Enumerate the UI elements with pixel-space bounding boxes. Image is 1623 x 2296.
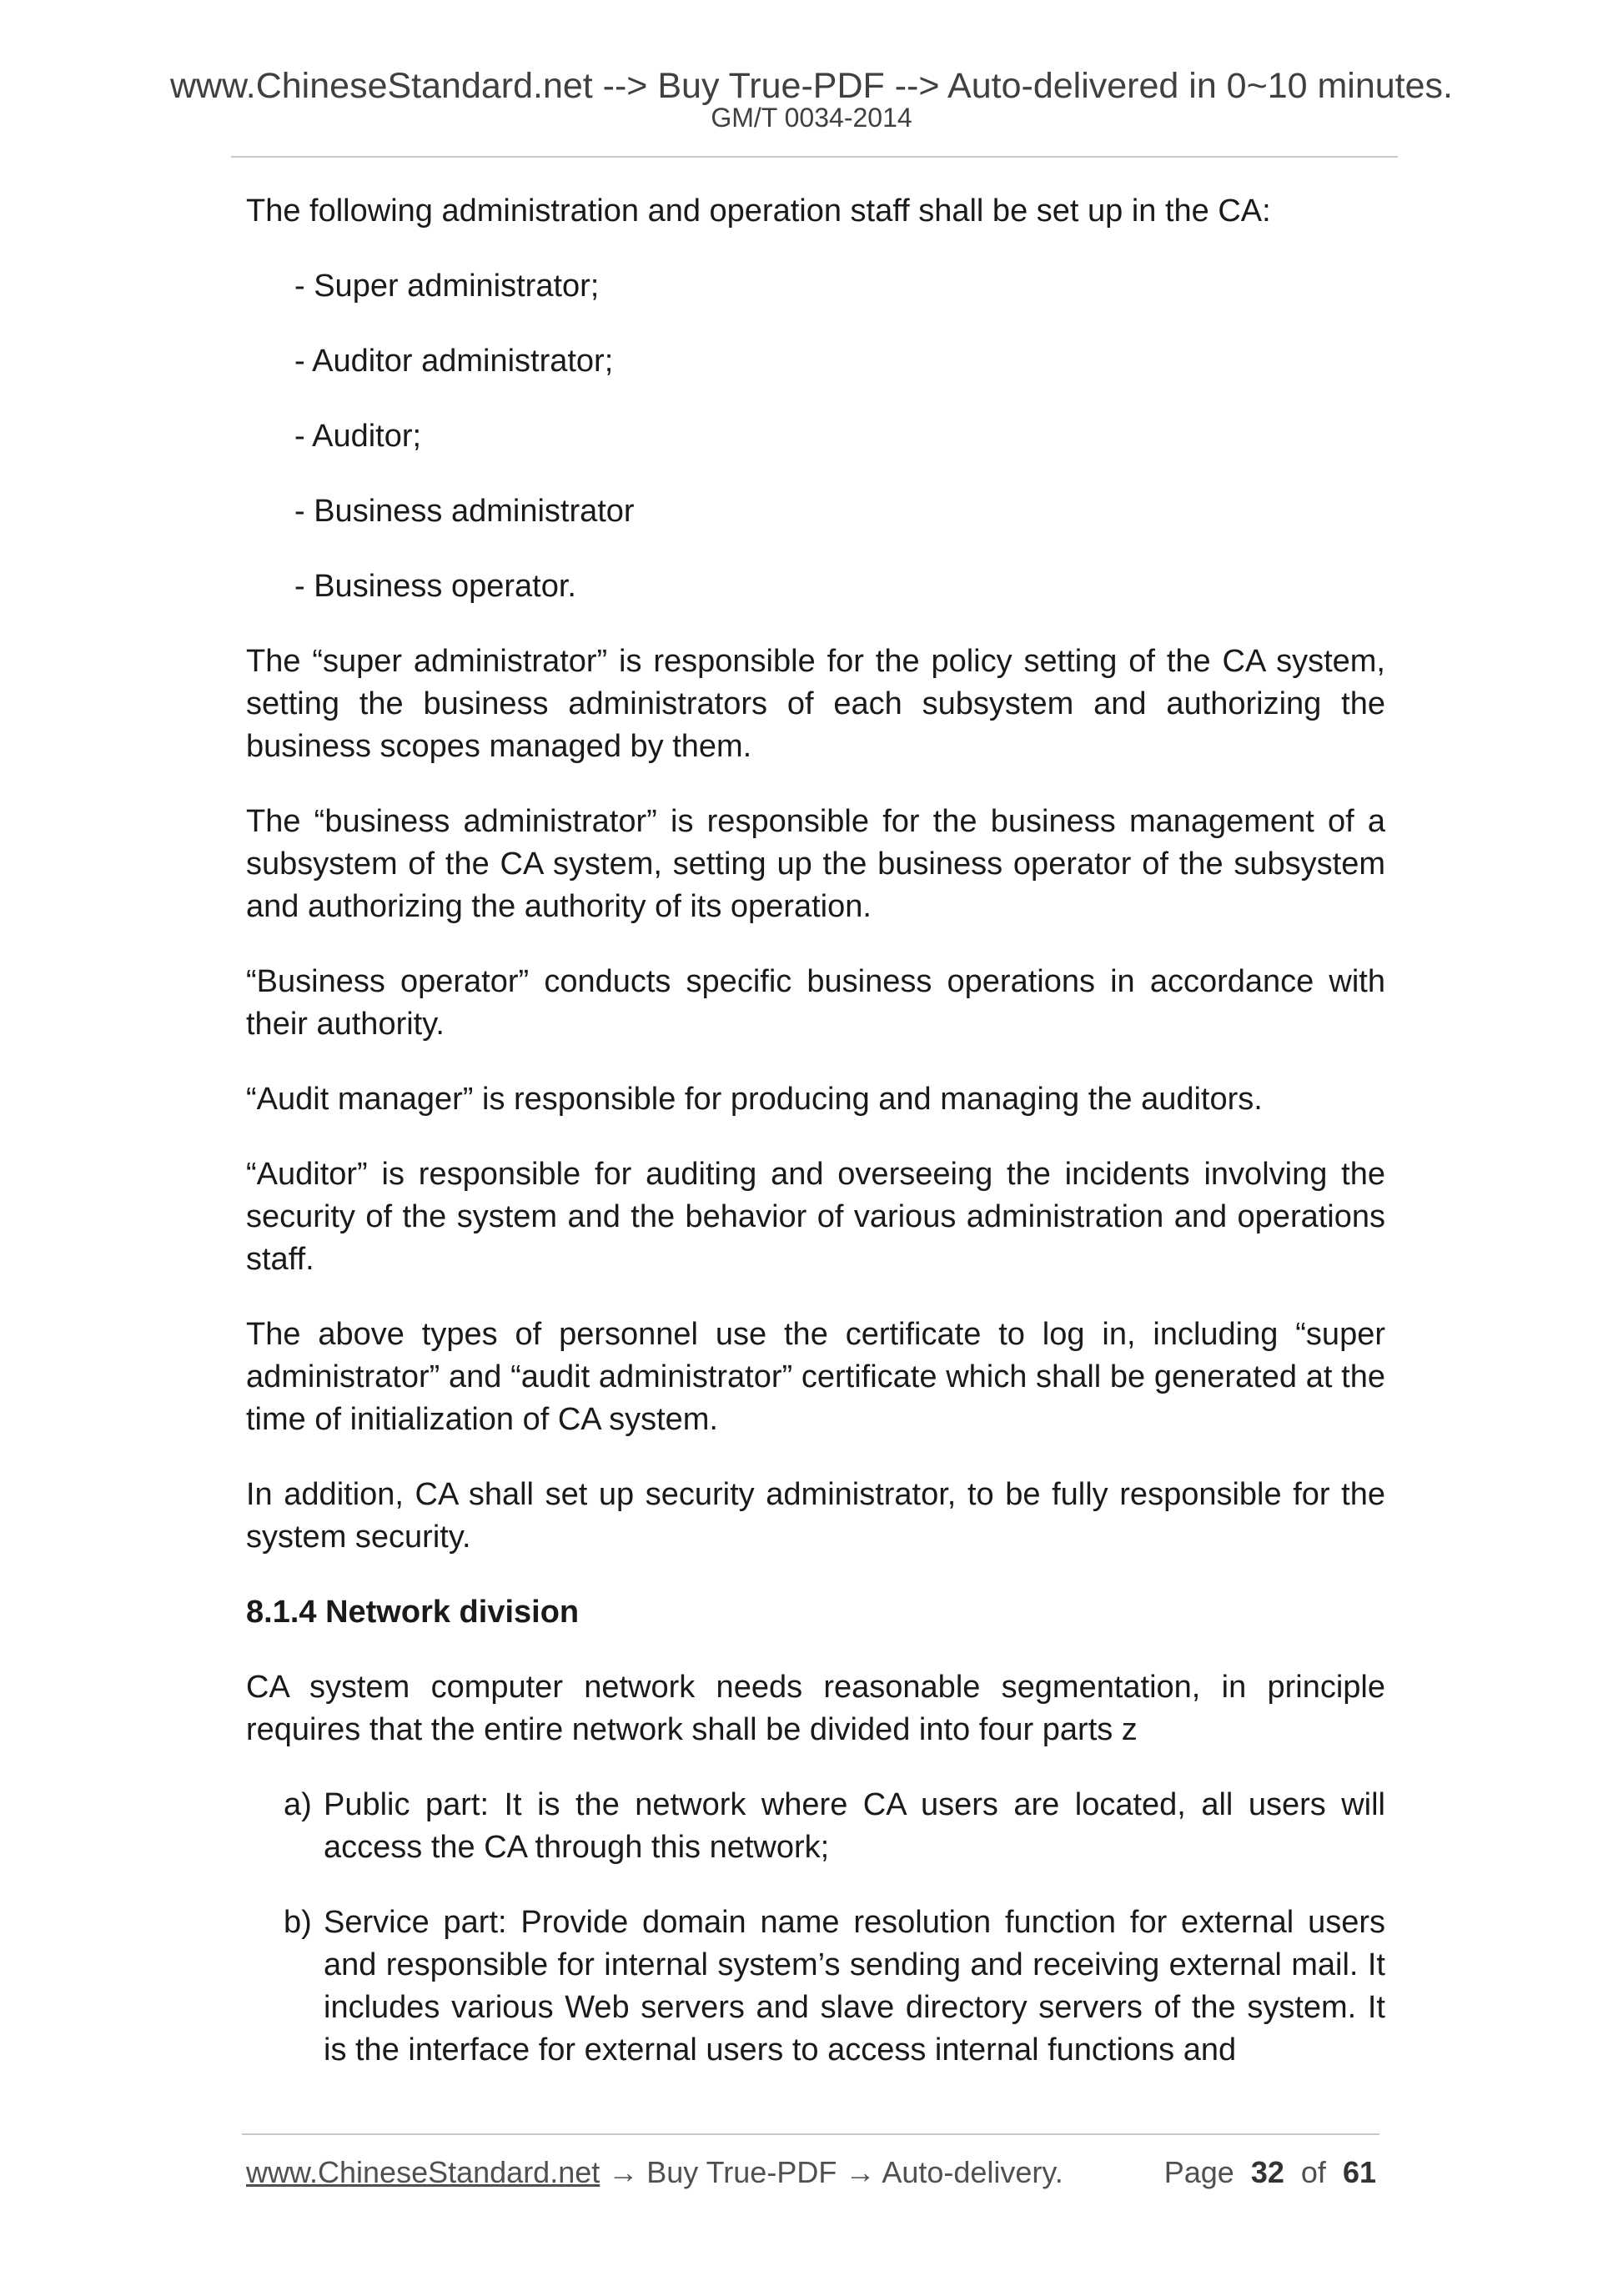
network-division-intro: CA system computer network needs reasonable segmentation, in principle requires that the entire network shall be divided into four parts z (246, 1670, 1385, 1747)
auditor-paragraph: “Auditor” is responsible for auditing and overseeing the incidents involving the security of the system and the behavior of various administration and operations staff. (246, 1157, 1385, 1277)
role-list-item: - Business administrator (294, 494, 635, 529)
standard-number: GM/T 0034-2014 (711, 103, 912, 133)
network-part-item (284, 1902, 1385, 2072)
footer-site-link[interactable]: www.ChineseStandard.net (246, 2155, 600, 2189)
item-label: a) (284, 1787, 312, 1822)
header-divider (231, 156, 1398, 158)
page-word: Page (1163, 2155, 1234, 2189)
role-list-item: - Business operator. (294, 569, 576, 604)
intro-paragraph: The following administration and operation staff shall be set up in the CA: (246, 193, 1271, 229)
of-word: of (1300, 2155, 1326, 2189)
item-text: Service part: Provide domain name resolution function for external users and responsible for internal system’s sending and receiving external mail. It includes various Web servers and slave directory servers of the system. It is the interface for external users to access internal functions and (324, 1905, 1385, 2067)
business-administrator-paragraph: The “business administrator” is responsible for the business management of a subsystem of the CA system, setting up the business operator of the subsystem and authorizing the authority of its operation. (246, 804, 1385, 924)
security-administrator-paragraph: In addition, CA shall set up security administrator, to be fully responsible for the system security. (246, 1477, 1385, 1555)
section-heading: 8.1.4 Network division (246, 1595, 580, 1630)
footer-tail-text: → Buy True-PDF → Auto-delivery. (600, 2155, 1063, 2189)
business-operator-paragraph: “Business operator” conducts specific business operations in accordance with their authority. (246, 964, 1385, 1042)
item-text: Public part: It is the network where CA users are located, all users will access the CA through this network; (324, 1787, 1385, 1865)
item-label: b) (284, 1905, 312, 1940)
total-page-count: 61 (1342, 2155, 1376, 2189)
role-list-item: - Auditor administrator; (294, 344, 614, 379)
footer-promo (246, 2155, 1063, 2190)
header-banner: www.ChineseStandard.net --> Buy True-PDF --> Auto-delivered in 0~10 minutes. (169, 66, 1453, 106)
audit-manager-paragraph: “Audit manager” is responsible for producing and managing the auditors. (246, 1082, 1263, 1117)
network-part-item (284, 1784, 1385, 1869)
role-list-item: - Super administrator; (294, 269, 600, 304)
current-page-number: 32 (1250, 2155, 1284, 2189)
document-body (246, 190, 1385, 2104)
super-administrator-paragraph: The “super administrator” is responsible for the policy setting of the CA system, setting the business administrators of each subsystem and authorizing the business scopes managed by them. (246, 644, 1385, 764)
role-list-item: - Auditor; (294, 419, 422, 454)
footer-divider (242, 2133, 1379, 2135)
page-indicator (1164, 2155, 1376, 2190)
login-certificate-paragraph: The above types of personnel use the certificate to log in, including “super administrator” and “audit administrator” certificate which shall be generated at the time of initialization of CA system. (246, 1317, 1385, 1437)
